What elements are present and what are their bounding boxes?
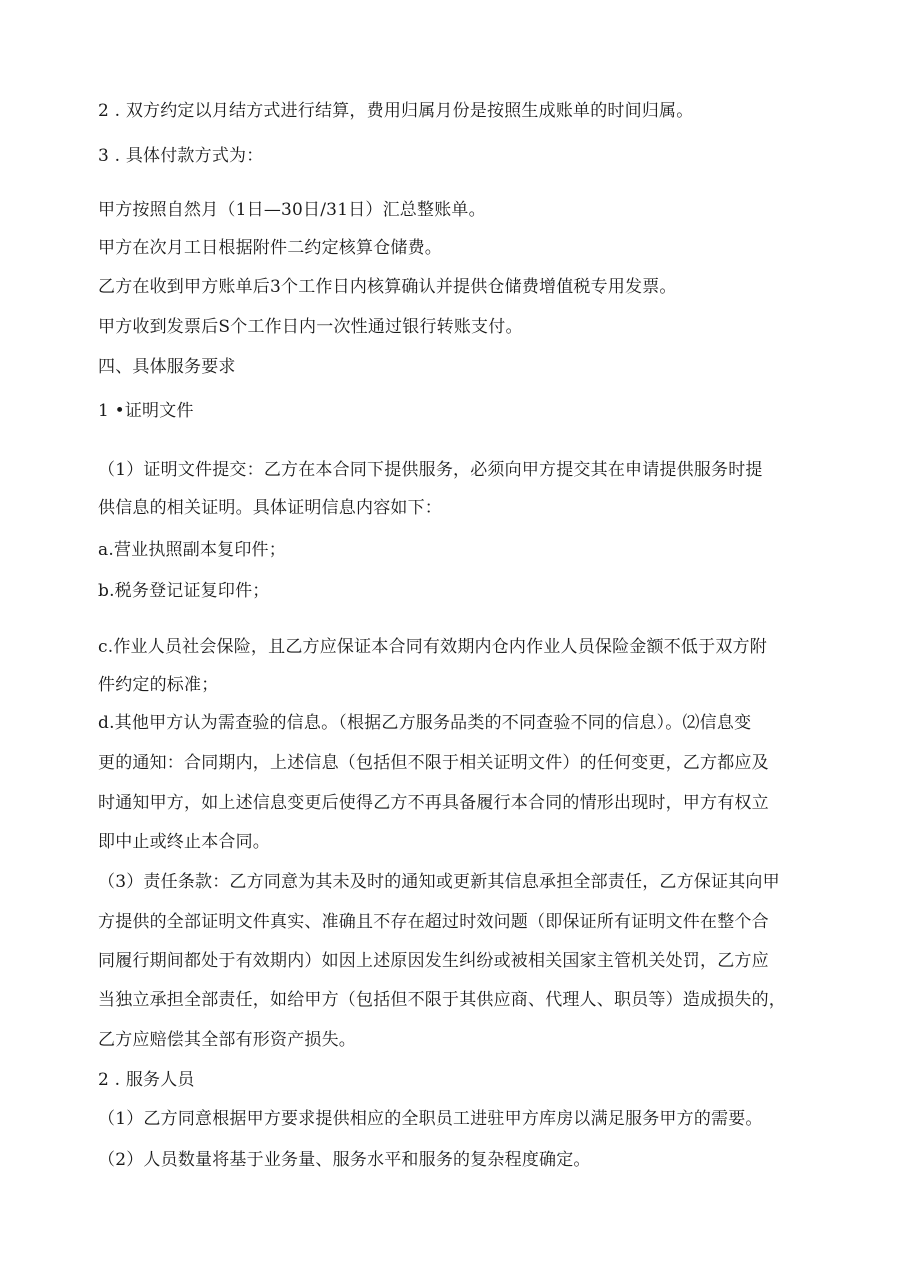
liability-line-1: （3）责任条款：乙方同意为其未及时的通知或更新其信息承担全部责任，乙方保证其向甲 [98,872,780,892]
cert-item-c-line-1: c.作业人员社会保险，且乙方应保证本合同有效期内仓内作业人员保险金额不低于双方附 [98,637,767,657]
cert-item-d-line-1: d.其他甲方认为需查验的信息。（根据乙方服务品类的不同查验不同的信息）。⑵信息变 [98,713,752,733]
payment-step-monthly-bill: 甲方按照自然月（1日—30日/31日）汇总整账单。 [98,200,486,220]
clause-3-payment-heading: 3 . 具体付款方式为： [98,146,264,166]
payment-step-invoice: 乙方在收到甲方账单后3个工作日内核算确认并提供仓储费增值税专用发票。 [98,277,677,297]
cert-item-a: a.营业执照副本复印件； [98,540,286,560]
change-notice-line-4: 即中止或终止本合同。 [98,832,270,852]
item-2-staff-heading: 2 . 服务人员 [98,1070,195,1090]
staff-clause-1: （1）乙方同意根据甲方要求提供相应的全职员工进驻甲方库房以满足服务甲方的需要。 [98,1109,763,1129]
liability-line-3: 同履行期间都处于有效期内）如因上述原因发生纠纷或被相关国家主管机关处罚，乙方应 [98,951,769,971]
item-1-certificates-heading: 1 •证明文件 [98,401,194,421]
liability-line-5: 乙方应赔偿其全部有形资产损失。 [98,1030,356,1050]
liability-line-4: 当独立承担全部责任，如给甲方（包括但不限于其供应商、代理人、职员等）造成损失的， [98,990,786,1010]
liability-line-2: 方提供的全部证明文件真实、准确且不存在超过时效问题（即保证所有证明文件在整个合 [98,912,769,932]
payment-step-transfer: 甲方收到发票后S个工作日内一次性通过银行转账支付。 [98,317,523,337]
cert-item-b: b.税务登记证复印件； [98,581,270,601]
staff-clause-2: （2）人员数量将基于业务量、服务水平和服务的复杂程度确定。 [98,1150,591,1170]
clause-2-settlement: 2 . 双方约定以月结方式进行结算，费用归属月份是按照生成账单的时间归属。 [98,101,694,121]
change-notice-line-2: 更的通知：合同期内，上述信息（包括但不限于相关证明文件）的任何变更，乙方都应及 [98,753,769,773]
cert-submission-line-2: 供信息的相关证明。具体证明信息内容如下： [98,498,442,518]
cert-item-c-line-2: 件约定的标准； [98,675,219,695]
section-4-heading: 四、具体服务要求 [98,357,236,377]
change-notice-line-3: 时通知甲方，如上述信息变更后使得乙方不再具备履行本合同的情形出现时，甲方有权立 [98,793,769,813]
payment-step-calc-fee: 甲方在次月工日根据附件二约定核算仓储费。 [98,238,442,258]
cert-submission-line-1: （1）证明文件提交：乙方在本合同下提供服务，必须向甲方提交其在申请提供服务时提 [98,460,763,480]
